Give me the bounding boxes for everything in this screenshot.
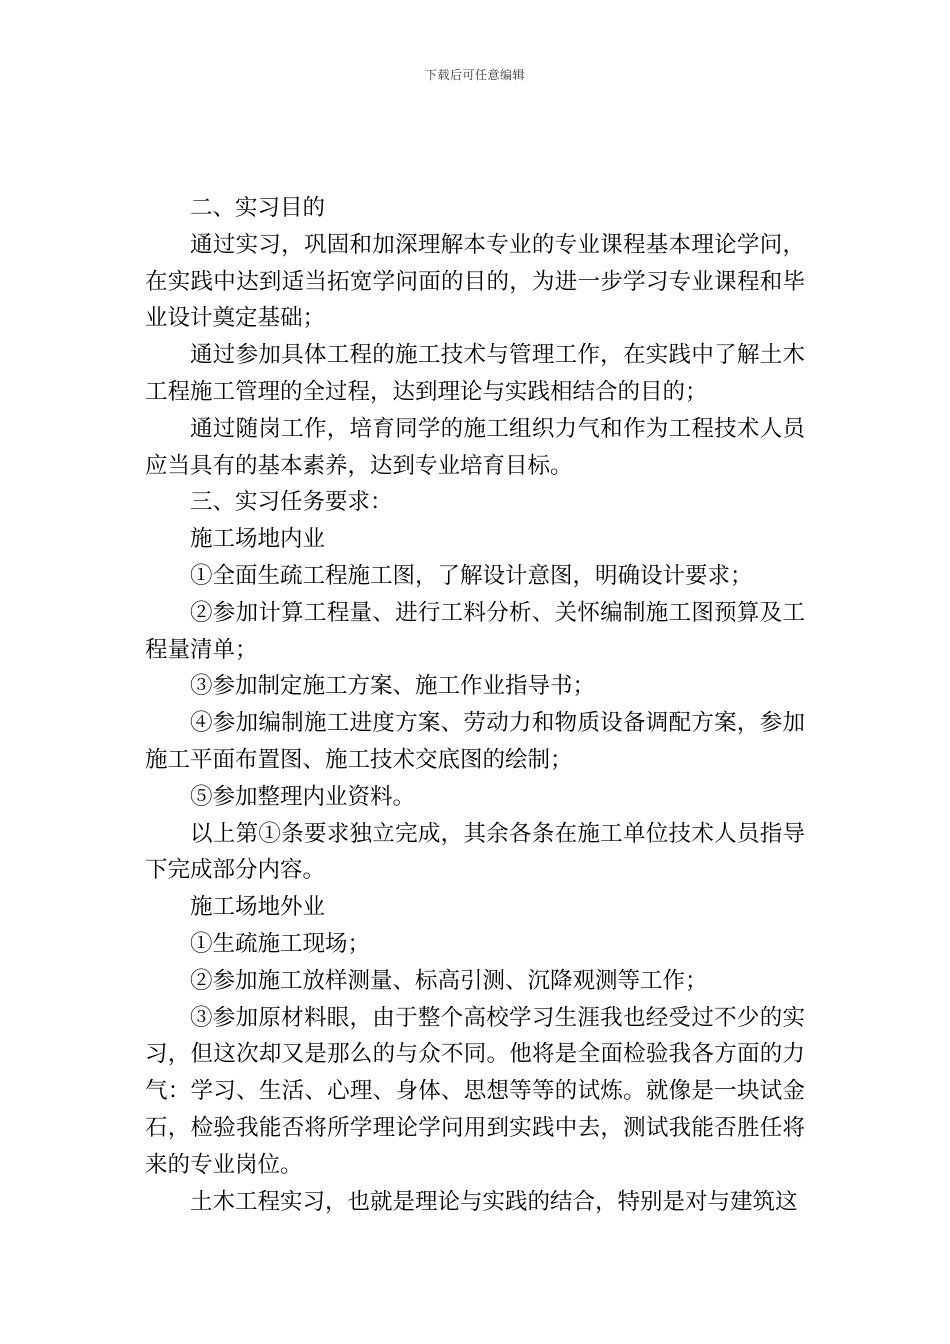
paragraph: 通过参加具体工程的施工技术与管理工作，在实践中了解土木工程施工管理的全过程，达到理论与实践相结合的目的；: [145, 342, 805, 405]
list-item: ③参加制定施工方案、施工作业指导书；: [190, 673, 596, 700]
page-header-note: 下载后可任意编辑: [424, 68, 525, 82]
list-item: ⑤参加整理内业资料。: [190, 783, 416, 810]
subheading-indoor-work: 施工场地内业: [190, 526, 326, 553]
list-item: ②参加施工放样测量、标高引测、沉降观测等工作；: [190, 967, 708, 994]
list-item: ③参加原材料眼，由于整个高校学习生涯我也经受过不少的实习，但这次却又是那么的与众不同。他将是全面检验我各方面的力气：学习、生活、心理、身体、思想等等的试炼。就像是一块试金石，检验我能否将所学理论学问用到实践中去，测试我能否胜任将来的专业岗位。: [145, 1004, 805, 1178]
list-item: ②参加计算工程量、进行工料分析、关怀编制施工图预算及工程量清单；: [145, 599, 805, 663]
paragraph: 以上第①条要求独立完成，其余各条在施工单位技术人员指导下完成部分内容。: [145, 820, 805, 884]
list-item: ①全面生疏工程施工图，了解设计意图，明确设计要求；: [190, 562, 753, 589]
paragraph: 通过实习，巩固和加深理解本专业的专业课程基本理论学问，在实践中达到适当拓宽学问面的目的，为进一步学习专业课程和毕业设计奠定基础；: [145, 231, 805, 332]
paragraph: 通过随岗工作，培育同学的施工组织力气和作为工程技术人员应当具有的基本素养，达到专业培育目标。: [145, 415, 805, 479]
section-heading-requirements: 三、实习任务要求：: [190, 489, 393, 516]
list-item: ④参加编制施工进度方案、劳动力和物质设备调配方案，参加施工平面布置图、施工技术交底图的绘制；: [145, 710, 805, 773]
subheading-outdoor-work: 施工场地外业: [190, 894, 326, 921]
section-heading-purpose: 二、实习目的: [190, 195, 326, 221]
document-body: [145, 190, 805, 1220]
list-item: ①生疏施工现场；: [190, 930, 371, 957]
paragraph: 土木工程实习，也就是理论与实践的结合，特别是对与建筑这: [190, 1188, 798, 1215]
